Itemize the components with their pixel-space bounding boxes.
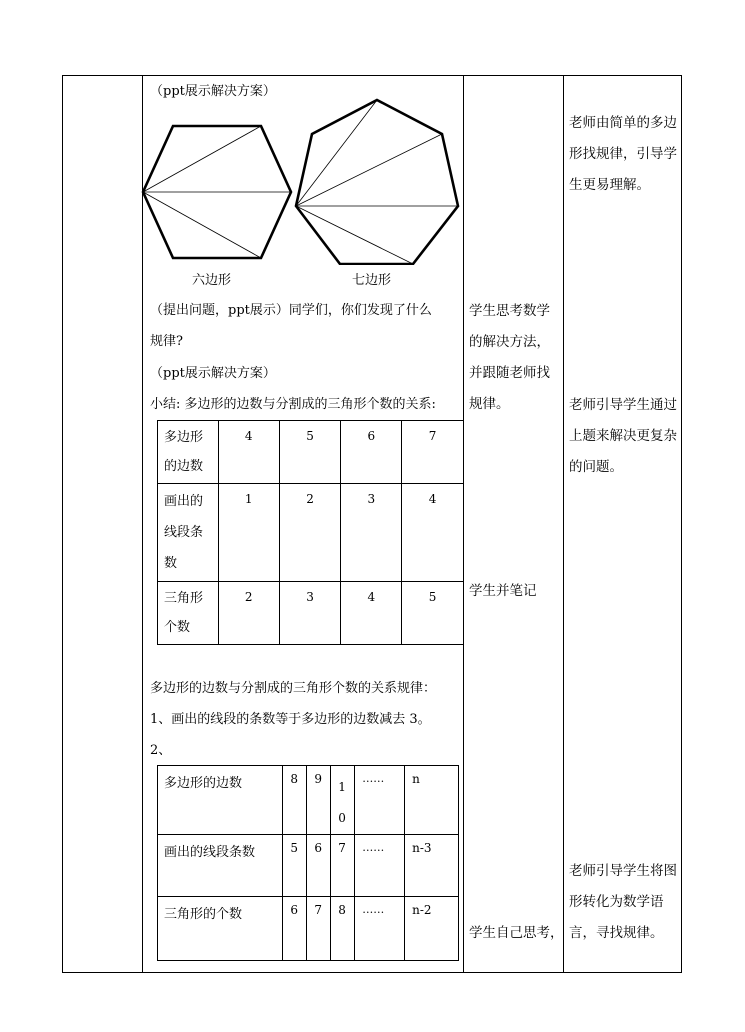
table-cell: 6 [341,421,402,484]
row-header-cell: 画出的线段条数 [158,835,283,897]
question-line-1: （提出问题，ppt展示）同学们，你们发现了什么 [150,303,432,318]
hexagon-figure [143,126,291,258]
summary-line: 小结: 多边形的边数与分割成的三角形个数的关系: [150,397,436,412]
heptagon-figure [296,100,458,264]
teacher-note-3: 老师引导学生将图形转化为数学语言，寻找规律。 [569,863,677,941]
table-cell: n [405,766,459,835]
general-rule-table [157,765,459,961]
table-row [158,835,459,897]
table-cell: 2 [218,582,279,645]
row-header-cell: 画出的线段条数 [158,484,219,582]
table-cell: 7 [331,835,355,897]
heptagon-diagonal [296,206,413,264]
table-cell: n-3 [405,835,459,897]
polygon-figures [140,95,465,265]
teacher-note-2: 老师引导学生通过上题来解决更复杂的问题。 [569,397,677,475]
table-cell: 8 [331,897,355,961]
hexagon-diagonal [143,126,261,192]
student-note-1: 学生思考数学的解决方法，并跟随老师找规律。 [469,303,550,412]
col-border-3 [563,75,564,973]
table-cell: 6 [283,897,307,961]
table-cell: …… [355,835,405,897]
rule-title: 多边形的边数与分割成的三角形个数的关系规律： [150,681,437,696]
table-cell: 7 [402,421,464,484]
ppt-solution-label-1: （ppt展示解决方案） [150,84,276,99]
row-header-cell: 三角形的个数 [158,897,283,961]
table-cell: 5 [402,582,464,645]
row-header-cell: 多边形的边数 [158,766,283,835]
row-header-cell: 三角形个数 [158,582,219,645]
table-cell: 3 [341,484,402,582]
table-cell: 4 [218,421,279,484]
ppt-solution-label-2: （ppt展示解决方案） [150,366,276,381]
table-row [158,897,459,961]
col-border-4 [681,75,682,973]
table-row [158,766,459,835]
heptagon-diagonal [296,134,442,206]
table-row [158,421,464,484]
table-cell: n-2 [405,897,459,961]
table-cell: 5 [283,835,307,897]
table-row [158,582,464,645]
table-cell: 9 [307,766,331,835]
table-cell: 5 [279,421,341,484]
table-cell: 8 [283,766,307,835]
heptagon-shape [296,100,458,264]
table-cell: …… [355,766,405,835]
table-cell: 4 [341,582,402,645]
question-line-2: 规律? [150,334,183,349]
rule-1: 1、画出的线段的条数等于多边形的边数减去 3。 [150,712,431,727]
col-border-0 [62,75,63,973]
table-cell: 4 [402,484,464,582]
sides-triangles-table [157,420,464,645]
table-cell: 2 [279,484,341,582]
table-cell: 1 [218,484,279,582]
student-note-2: 学生并笔记 [469,583,537,599]
table-row [158,484,464,582]
student-note-3: 学生自己思考， [469,925,564,941]
hexagon-label: 六边形 [192,273,232,288]
heptagon-label: 七边形 [352,273,392,288]
teacher-note-1: 老师由简单的多边形找规律，引导学生更易理解。 [569,115,677,193]
table-bottom-border [62,972,682,973]
table-cell: 7 [307,897,331,961]
rule-2-label: 2、 [150,743,172,758]
row-header-cell: 多边形的边数 [158,421,219,484]
table-cell: 3 [279,582,341,645]
table-cell: …… [355,897,405,961]
hexagon-diagonal [143,192,261,258]
table-cell: 6 [307,835,331,897]
table-cell: 10 [331,766,355,835]
